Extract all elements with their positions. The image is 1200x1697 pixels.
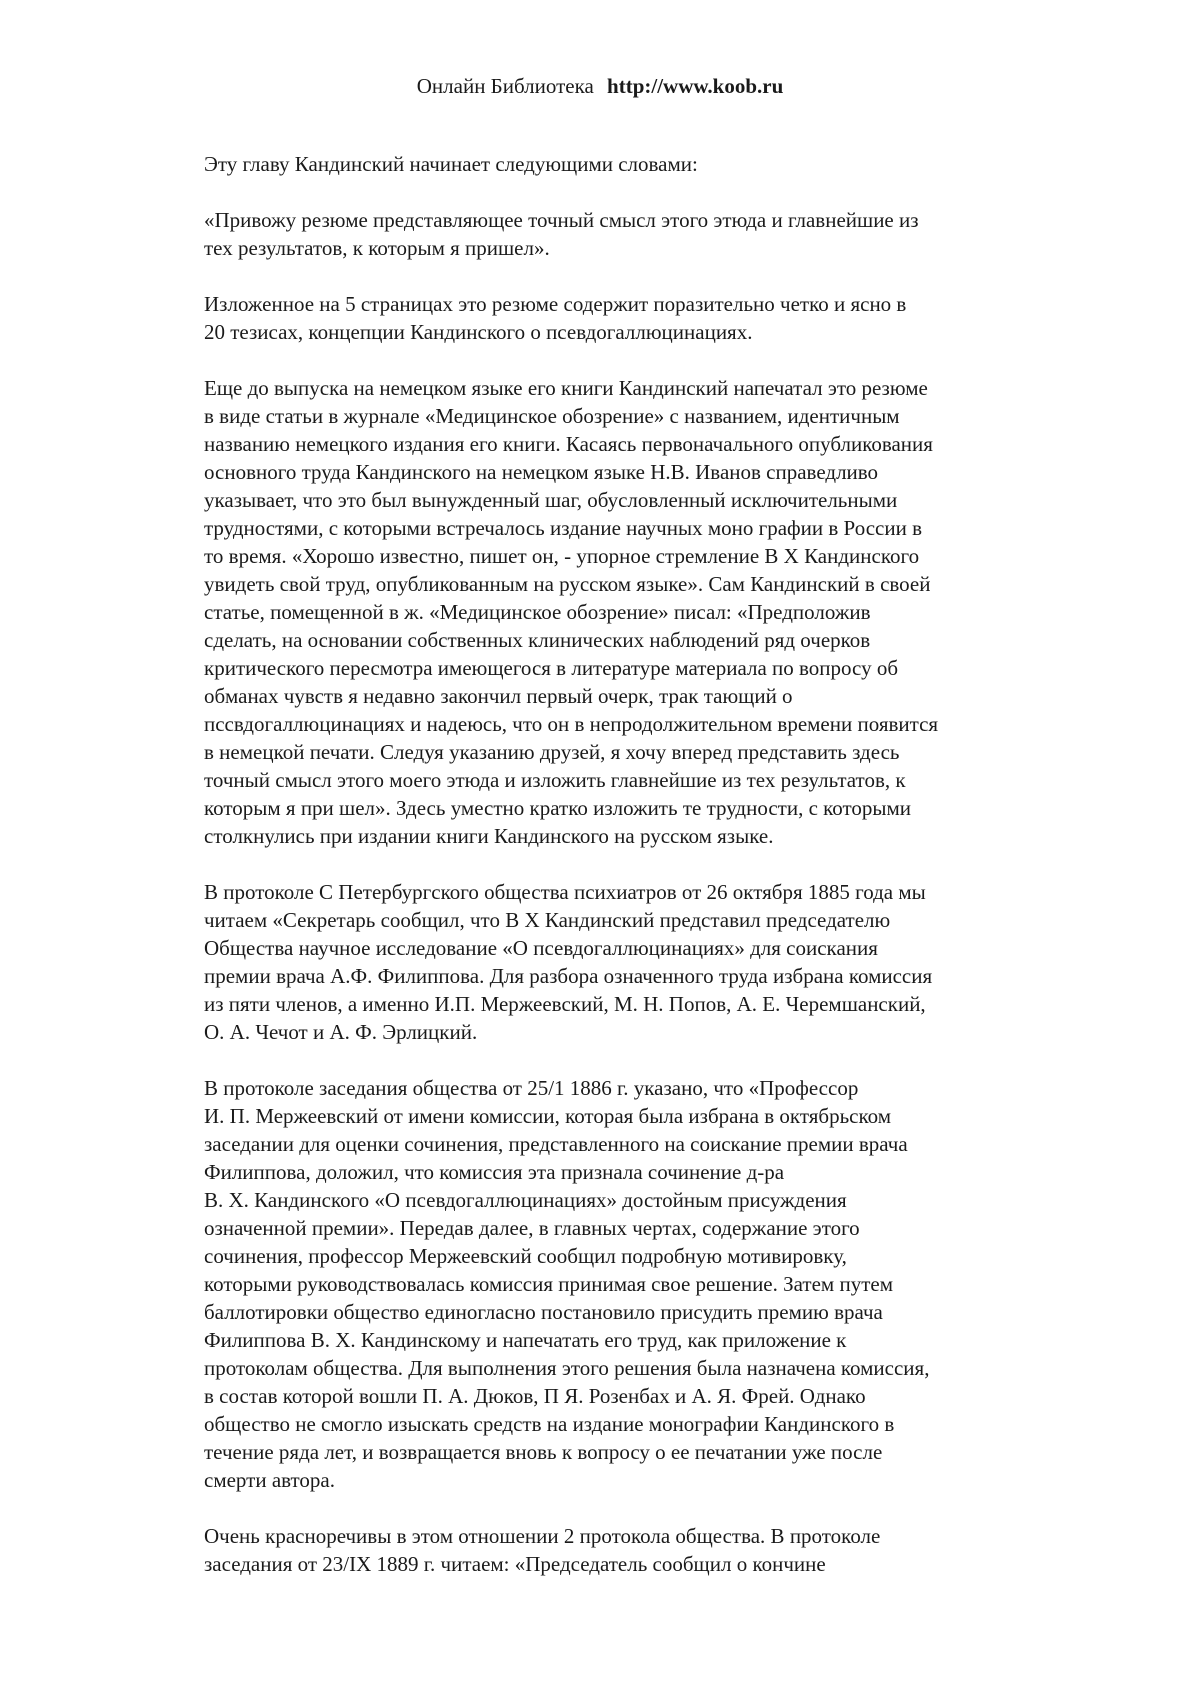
text-line: в виде статьи в журнале «Медицинское обозрение» с названием, идентичным (204, 404, 900, 428)
text-line: Очень красноречивы в этом отношении 2 протокола общества. В протоколе (204, 1524, 881, 1548)
paragraph (204, 290, 1084, 346)
document-body (204, 150, 1084, 1606)
text-line: которыми руководствовалась комиссия принимая свое решение. Затем путем (204, 1272, 893, 1296)
text-line: заседания от 23/IX 1889 г. читаем: «Председатель сообщил о кончине (204, 1552, 826, 1576)
text-line: «Привожу резюме представляющее точный смысл этого этюда и главнейшие из (204, 208, 919, 232)
text-line: основного труда Кандинского на немецком языке Н.В. Иванов справедливо (204, 460, 879, 484)
text-line: которым я при шел». Здесь уместно кратко изложить те трудности, с которыми (204, 796, 912, 820)
text-line: то время. «Хорошо известно, пишет он, - упорное стремление В Х Кандинского (204, 544, 920, 568)
text-line: заседании для оценки сочинения, представленного на соискание премии врача (204, 1132, 908, 1156)
text-line: тех результатов, к которым я пришел». (204, 236, 550, 260)
text-line: сделать, на основании собственных клинических наблюдений ряд очерков (204, 628, 871, 652)
text-line: сочинения, профессор Мержеевский сообщил подробную мотивировку, (204, 1244, 847, 1268)
site-url-link[interactable]: http://www.koob.ru (607, 74, 784, 98)
text-line: Еще до выпуска на немецком языке его книги Кандинский напечатал это резюме (204, 376, 928, 400)
text-line: увидеть свой труд, опубликованным на русском языке». Сам Кандинский в своей (204, 572, 931, 596)
paragraph (204, 1074, 1084, 1494)
text-line: протоколам общества. Для выполнения этого решения была назначена комиссия, (204, 1356, 930, 1380)
text-line: указывает, что это был вынужденный шаг, обусловленный исключительными (204, 488, 898, 512)
text-line: названию немецкого издания его книги. Касаясь первоначального опубликования (204, 432, 933, 456)
paragraph (204, 206, 1084, 262)
text-line: Изложенное на 5 страницах это резюме содержит поразительно четко и ясно в (204, 292, 907, 316)
text-line: Филиппова В. Х. Кандинскому и напечатать его труд, как приложение к (204, 1328, 847, 1352)
paragraph (204, 1522, 1084, 1578)
text-line: В протоколе заседания общества от 25/1 1886 г. указано, что «Профессор (204, 1076, 859, 1100)
text-line: В. Х. Кандинского «О псевдогаллюцинациях» достойным присуждения (204, 1188, 847, 1212)
text-line: баллотировки общество единогласно постановило присудить премию врача (204, 1300, 883, 1324)
text-line: Филиппова, доложил, что комиссия эта признала сочинение д-ра (204, 1160, 785, 1184)
paragraph (204, 374, 1084, 850)
text-line: трудностями, с которыми встречалось издание научных моно графии в России в (204, 516, 922, 540)
library-label: Онлайн Библиотека (416, 74, 594, 98)
text-line: обманах чувств я недавно закончил первый очерк, трак тающий о (204, 684, 793, 708)
text-line: Общества научное исследование «О псевдогаллюцинациях» для соискания (204, 936, 878, 960)
text-line: В протоколе С Петербургского общества психиатров от 26 октября 1885 года мы (204, 880, 926, 904)
text-line: смерти автора. (204, 1468, 336, 1492)
text-line: читаем «Секретарь сообщил, что В Х Кандинский представил председателю (204, 908, 891, 932)
text-line: в состав которой вошли П. А. Дюков, П Я. Розенбах и А. Я. Фрей. Однако (204, 1384, 866, 1408)
text-line: пссвдогаллюцинациях и надеюсь, что он в непродолжительном времени появится (204, 712, 939, 736)
text-line: означенной премии». Передав далее, в главных чертах, содержание этого (204, 1216, 860, 1240)
paragraph (204, 878, 1084, 1046)
paragraph (204, 150, 1084, 178)
text-line: 20 тезисах, концепции Кандинского о псевдогаллюцинациях. (204, 320, 753, 344)
text-line: Эту главу Кандинский начинает следующими словами: (204, 152, 698, 176)
text-line: столкнулись при издании книги Кандинского на русском языке. (204, 824, 774, 848)
text-line: И. П. Мержеевский от имени комиссии, которая была избрана в октябрьском (204, 1104, 892, 1128)
text-line: статье, помещенной в ж. «Медицинское обозрение» писал: «Предположив (204, 600, 871, 624)
text-line: критического пересмотра имеющегося в литературе материала по вопросу об (204, 656, 899, 680)
text-line: из пяти членов, а именно И.П. Мержеевский, М. Н. Попов, А. Е. Черемшанский, (204, 992, 926, 1016)
text-line: О. А. Чечот и А. Ф. Эрлицкий. (204, 1020, 478, 1044)
text-line: течение ряда лет, и возвращается вновь к вопросу о ее печатании уже после (204, 1440, 883, 1464)
page-header (0, 72, 1200, 100)
text-line: в немецкой печати. Следуя указанию друзей, я хочу вперед представить здесь (204, 740, 900, 764)
text-line: общество не смогло изыскать средств на издание монографии Кандинского в (204, 1412, 895, 1436)
text-line: точный смысл этого моего этюда и изложить главнейшие из тех результатов, к (204, 768, 906, 792)
text-line: премии врача А.Ф. Филиппова. Для разбора означенного труда избрана комиссия (204, 964, 933, 988)
